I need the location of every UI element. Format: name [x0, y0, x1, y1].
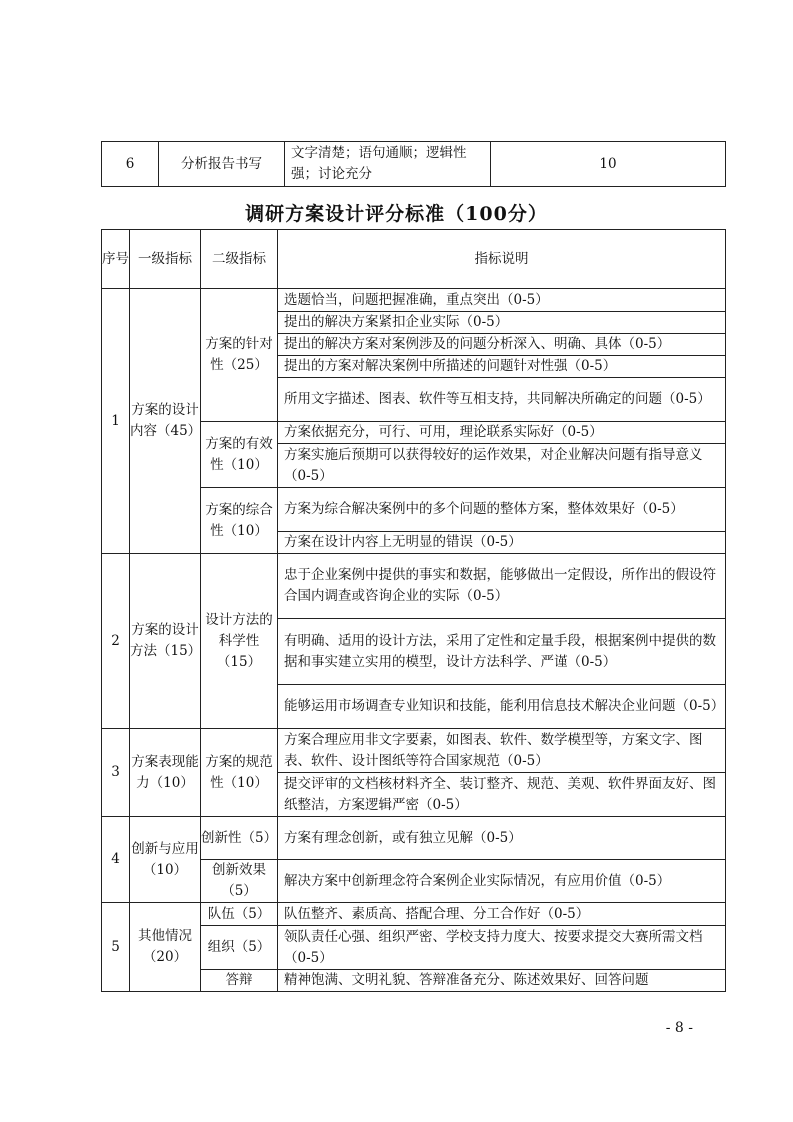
indicator-item: 队伍整齐、素质高、搭配合理、分工合作好（0-5） — [278, 903, 726, 926]
indicator-item: 提出的解决方案对案例涉及的问题分析深入、明确、具体（0-5） — [278, 334, 726, 356]
section-number: 3 — [102, 729, 130, 817]
header-level2: 二级指标 — [201, 230, 278, 289]
header-row — [102, 230, 726, 289]
indicator-item: 能够运用市场调查专业知识和技能，能利用信息技术解决企业问题（0-5） — [278, 685, 726, 729]
section-number: 2 — [102, 554, 130, 729]
criterion-name: 分析报告书写 — [159, 142, 285, 187]
level2-indicator: 组织（5） — [201, 926, 278, 970]
level1-indicator: 方案的设计方法（15） — [130, 554, 201, 729]
header-desc: 指标说明 — [278, 230, 726, 289]
level1-indicator: 方案的设计内容（45） — [130, 289, 201, 554]
level1-indicator: 创新与应用（10） — [130, 817, 201, 903]
page-number: - 8 - — [665, 1020, 693, 1036]
indicator-item: 提出的解决方案紧扣企业实际（0-5） — [278, 312, 726, 334]
table-row — [102, 554, 726, 619]
page-title: 调研方案设计评分标准（100分） — [245, 203, 548, 225]
section-number: 1 — [102, 289, 130, 554]
section-number: 4 — [102, 817, 130, 903]
indicator-item: 方案依据充分，可行、可用，理论联系实际好（0-5） — [278, 422, 726, 444]
table-row — [102, 903, 726, 926]
level2-indicator: 设计方法的科学性（15） — [201, 554, 278, 729]
level1-indicator: 其他情况（20） — [130, 903, 201, 992]
indicator-item: 提交评审的文档核材料齐全、装订整齐、规范、美观、软件界面友好、图纸整洁，方案逻辑严密（0-5） — [278, 773, 726, 817]
level2-indicator: 队伍（5） — [201, 903, 278, 926]
level2-indicator: 方案的针对性（25） — [201, 289, 278, 422]
level2-indicator: 方案的有效性（10） — [201, 422, 278, 488]
level2-indicator: 方案的规范性（10） — [201, 729, 278, 817]
indicator-item: 方案为综合解决案例中的多个问题的整体方案，整体效果好（0-5） — [278, 488, 726, 532]
indicator-item: 方案合理应用非文字要素，如图表、软件、数学模型等，方案文字、图表、软件、设计图纸等符合国家规范（0-5） — [278, 729, 726, 773]
table-row — [102, 142, 726, 187]
previous-criteria-table — [101, 141, 726, 187]
section-number: 5 — [102, 903, 130, 992]
indicator-item: 方案有理念创新，或有独立见解（0-5） — [278, 817, 726, 860]
indicator-item: 领队责任心强、组织严密、学校支持力度大、按要求提交大赛所需文档（0-5） — [278, 926, 726, 970]
table-row — [102, 817, 726, 860]
indicator-item: 精神饱满、文明礼貌、答辩准备充分、陈述效果好、回答问题 — [278, 970, 726, 992]
level1-indicator: 方案表现能力（10） — [130, 729, 201, 817]
criterion-description: 文字清楚；语句通顺；逻辑性强；讨论充分 — [285, 142, 491, 187]
indicator-item: 有明确、适用的设计方法，采用了定性和定量手段，根据案例中提供的数据和事实建立实用的模型，设计方法科学、严谨（0-5） — [278, 619, 726, 685]
table-row — [102, 289, 726, 312]
indicator-item: 解决方案中创新理念符合案例企业实际情况，有应用价值（0-5） — [278, 860, 726, 903]
indicator-item: 提出的方案对解决案例中所描述的问题针对性强（0-5） — [278, 356, 726, 378]
level2-indicator: 创新效果（5） — [201, 860, 278, 903]
table-row — [102, 729, 726, 773]
indicator-item: 方案在设计内容上无明显的错误（0-5） — [278, 532, 726, 554]
indicator-item: 方案实施后预期可以获得较好的运作效果，对企业解决问题有指导意义（0-5） — [278, 444, 726, 488]
header-level1: 一级指标 — [130, 230, 201, 289]
level2-indicator: 创新性（5） — [201, 817, 278, 860]
level2-indicator: 方案的综合性（10） — [201, 488, 278, 554]
indicator-item: 忠于企业案例中提供的事实和数据，能够做出一定假设，所作出的假设符合国内调查或咨询企业的实际（0-5） — [278, 554, 726, 619]
scoring-standard-table — [101, 229, 726, 992]
header-seq: 序号 — [102, 230, 130, 289]
level2-indicator: 答辩 — [201, 970, 278, 992]
row-number: 6 — [102, 142, 159, 187]
indicator-item: 所用文字描述、图表、软件等互相支持，共同解决所确定的问题（0-5） — [278, 378, 726, 422]
indicator-item: 选题恰当，问题把握准确，重点突出（0-5） — [278, 289, 726, 312]
criterion-score: 10 — [491, 142, 726, 187]
